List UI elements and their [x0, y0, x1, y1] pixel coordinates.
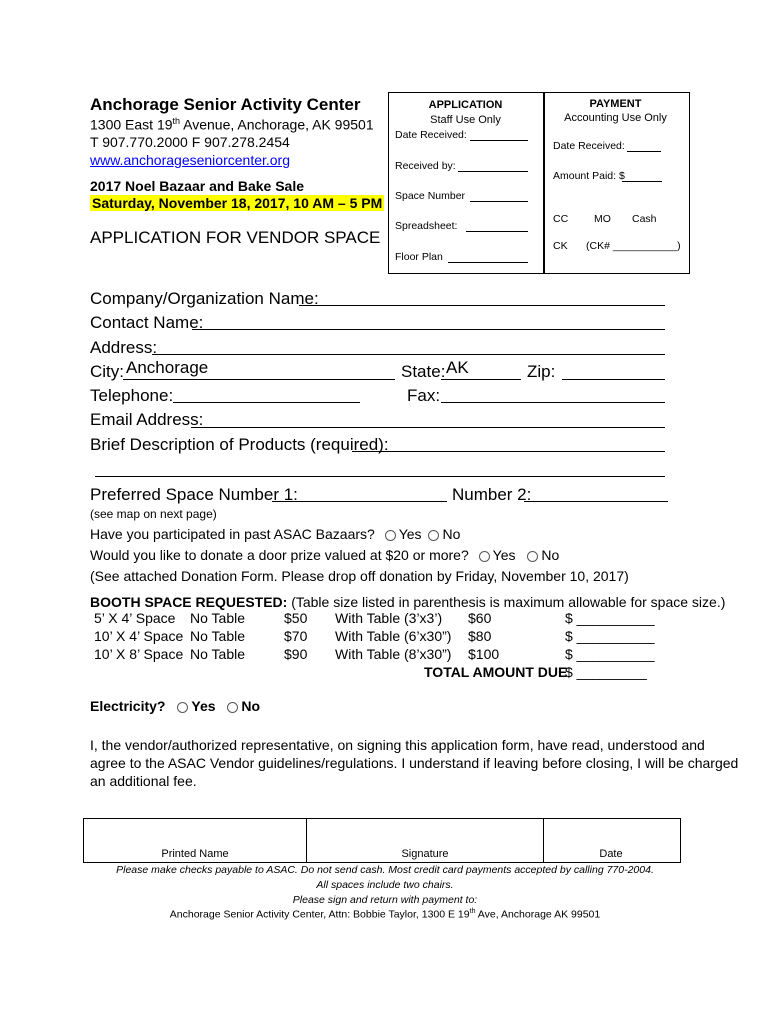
past-bazaars-question: Have you participated in past ASAC Bazaars? Yes No [90, 526, 461, 542]
agreement-line-1: I, the vendor/authorized representative, on signing this application form, have read, understood and [90, 737, 705, 753]
org-address: 1300 East 19th Avenue, Anchorage, AK 99501 [90, 116, 374, 133]
door-prize-yes-label: Yes [492, 547, 516, 563]
booth-price-no-table: $70 [284, 628, 308, 644]
electricity-no-radio[interactable] [227, 702, 238, 713]
date-cell[interactable] [544, 819, 678, 847]
staff-date-received-label: Date Received: [395, 129, 467, 141]
description-label: Brief Description of Products (required): [90, 435, 389, 454]
payment-box-subtitle: Accounting Use Only [564, 112, 667, 124]
zip-input-line[interactable] [562, 379, 665, 380]
booth-price-with-table: $60 [468, 610, 492, 626]
booth-subtotal[interactable]: $ __________ [565, 646, 655, 662]
payment-date-received-label: Date Received: [553, 140, 625, 152]
agreement-line-3: an additional fee. [90, 773, 197, 789]
footer-return-note: Please sign and return with payment to: [292, 894, 478, 906]
state-label: State: [401, 362, 446, 381]
booth-with-table: With Table (6’x30”) [335, 628, 452, 644]
preferred-space-input-line[interactable] [272, 501, 447, 502]
booth-heading: BOOTH SPACE REQUESTED: (Table size listed in parenthesis is maximum allowable for space size.) [90, 594, 726, 610]
electricity-yes-label: Yes [191, 698, 216, 714]
booth-price-with-table: $100 [468, 646, 500, 662]
event-name: 2017 Noel Bazaar and Bake Sale [90, 178, 305, 194]
company-label: Company/Organization Name: [90, 289, 319, 308]
staff-box-subtitle: Staff Use Only [430, 114, 501, 126]
see-map-note: (see map on next page) [90, 507, 217, 521]
floor-plan-line[interactable] [448, 262, 528, 263]
amount-paid-label: Amount Paid: $ [553, 170, 625, 182]
city-label: City: [90, 362, 124, 381]
signature-label: Signature [401, 848, 449, 860]
booth-subtotal[interactable]: $ __________ [565, 610, 655, 626]
description-input-line-2[interactable] [95, 476, 665, 477]
city-value[interactable]: Anchorage [126, 358, 209, 377]
total-amount-label: TOTAL AMOUNT DUE [424, 664, 568, 680]
amount-paid-line[interactable] [622, 181, 662, 182]
past-bazaars-no-label: No [442, 526, 461, 542]
preferred-space-label: Preferred Space Number 1: [90, 485, 298, 504]
booth-no-table: No Table [190, 646, 246, 662]
footer-chairs-note: All spaces include two chairs. [316, 879, 454, 891]
past-bazaars-yes-label: Yes [398, 526, 422, 542]
staff-date-received-line[interactable] [470, 140, 528, 141]
donation-note: (See attached Donation Form. Please drop off donation by Friday, November 10, 2017) [90, 568, 629, 584]
org-name: Anchorage Senior Activity Center [90, 95, 361, 114]
payment-ck-number: (CK# ___________) [586, 240, 681, 252]
spreadsheet-label: Spreadsheet: [395, 220, 458, 232]
electricity-question: Electricity? Yes No [90, 698, 261, 714]
door-prize-no-label: No [541, 547, 560, 563]
number2-label: Number 2: [452, 485, 532, 504]
booth-size: 10’ X 8’ Space [94, 646, 184, 662]
space-number-label: Space Number [395, 190, 466, 202]
door-prize-yes-radio[interactable] [479, 551, 490, 562]
telephone-input-line[interactable] [173, 402, 360, 403]
door-prize-no-radio[interactable] [527, 551, 538, 562]
payment-ck[interactable]: CK [553, 240, 568, 252]
address-label: Address: [90, 338, 158, 357]
website-link[interactable]: www.anchorageseniorcenter.org [90, 152, 291, 168]
received-by-label: Received by: [395, 160, 456, 172]
contact-input-line[interactable] [192, 329, 665, 330]
payment-mo[interactable]: MO [594, 213, 611, 225]
fax-label: Fax: [407, 386, 441, 405]
received-by-line[interactable] [458, 171, 528, 172]
printed-name-label: Printed Name [161, 848, 229, 860]
booth-no-table: No Table [190, 610, 246, 626]
payment-date-received-line[interactable] [627, 151, 661, 152]
booth-with-table: With Table (8’x30”) [335, 646, 452, 662]
address-input-line[interactable] [152, 354, 665, 355]
booth-subtotal[interactable]: $ __________ [565, 628, 655, 644]
printed-name-cell[interactable] [84, 819, 306, 847]
phone-fax: T 907.770.2000 F 907.278.2454 [90, 134, 290, 150]
contact-label: Contact Name: [90, 313, 204, 332]
footer-mailing-address: Anchorage Senior Activity Center, Attn: Bobbie Taylor, 1300 E 19th Ave, Anchorage AK 99501 [169, 908, 601, 921]
signature-cell[interactable] [307, 819, 543, 847]
zip-label: Zip: [527, 362, 556, 381]
company-input-line[interactable] [299, 305, 665, 306]
payment-cash[interactable]: Cash [632, 213, 657, 225]
description-input-line[interactable] [352, 451, 665, 452]
form-title: APPLICATION FOR VENDOR SPACE [90, 228, 381, 247]
electricity-no-label: No [241, 698, 261, 714]
door-prize-question: Would you like to donate a door prize valued at $20 or more? Yes No [90, 547, 560, 563]
state-input-line[interactable] [441, 379, 521, 380]
event-date: Saturday, November 18, 2017, 10 AM – 5 PM [92, 195, 383, 211]
space-number-line[interactable] [470, 201, 528, 202]
payment-box-title: PAYMENT [589, 98, 642, 110]
email-label: Email Address: [90, 410, 204, 429]
electricity-yes-radio[interactable] [177, 702, 188, 713]
footer-checks-note: Please make checks payable to ASAC. Do not send cash. Most credit card payments accepted by calling 770-2004. [116, 864, 654, 876]
past-bazaars-yes-radio[interactable] [385, 530, 396, 541]
booth-no-table: No Table [190, 628, 246, 644]
date-label: Date [599, 848, 623, 860]
booth-price-no-table: $90 [284, 646, 308, 662]
booth-with-table: With Table (3’x3’) [335, 610, 443, 626]
telephone-label: Telephone: [90, 386, 174, 405]
booth-size: 10’ X 4’ Space [94, 628, 184, 644]
booth-price-with-table: $80 [468, 628, 492, 644]
agreement-line-2: agree to the ASAC Vendor guidelines/regulations. I understand if leaving before closing, I will be charged [90, 755, 739, 771]
email-input-line[interactable] [191, 427, 665, 428]
past-bazaars-no-radio[interactable] [428, 530, 439, 541]
state-value[interactable]: AK [446, 358, 469, 377]
city-input-line[interactable] [123, 379, 395, 380]
booth-price-no-table: $50 [284, 610, 308, 626]
fax-input-line[interactable] [441, 402, 665, 403]
spreadsheet-line[interactable] [466, 231, 528, 232]
booth-size: 5’ X 4’ Space [94, 610, 176, 626]
number2-input-line[interactable] [524, 501, 668, 502]
total-amount-value[interactable]: $ _________ [565, 664, 647, 680]
staff-box-title: APPLICATION [428, 99, 503, 111]
floor-plan-label: Floor Plan [395, 251, 443, 263]
payment-cc[interactable]: CC [553, 213, 569, 225]
